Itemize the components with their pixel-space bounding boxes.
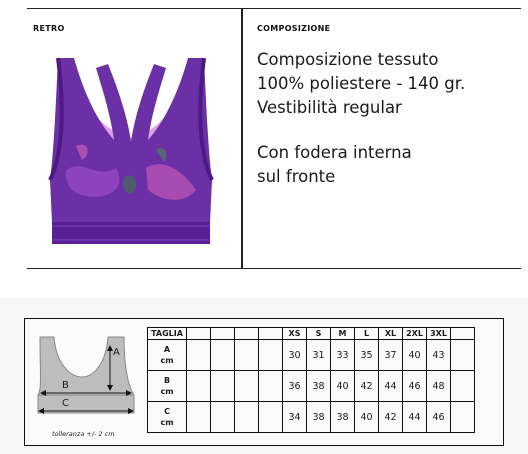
- size-header: M: [331, 328, 355, 340]
- size-cell: [187, 402, 211, 433]
- composition-line-2: 100% poliestere - 140 gr.: [257, 74, 466, 93]
- size-header: XS: [283, 328, 307, 340]
- row-letter: A: [163, 345, 171, 354]
- size-cell: 38: [331, 402, 355, 433]
- size-header-corner: TAGLIA: [148, 328, 187, 340]
- mid-rule: [27, 268, 521, 269]
- measure-label-b: B: [62, 380, 69, 391]
- measure-label-a: A: [113, 347, 120, 358]
- size-header: [235, 328, 259, 340]
- size-cell: 40: [331, 371, 355, 402]
- composition-line-4: Con fodera interna: [257, 143, 412, 162]
- size-header: 3XL: [427, 328, 451, 340]
- size-header: XL: [379, 328, 403, 340]
- size-row-b: [148, 371, 475, 402]
- size-cell: [211, 371, 235, 402]
- size-cell: [259, 402, 283, 433]
- tolerance-note: tolleranza +/- 2 cm: [52, 430, 115, 438]
- size-header: L: [355, 328, 379, 340]
- row-letter: C: [164, 407, 170, 416]
- size-cell: [451, 371, 475, 402]
- size-cell: 46: [427, 402, 451, 433]
- composition-heading: COMPOSIZIONE: [257, 24, 331, 33]
- composition-line-1: Composizione tessuto: [257, 50, 439, 69]
- size-cell: [451, 402, 475, 433]
- size-header: [187, 328, 211, 340]
- size-row-a: [148, 340, 475, 371]
- measure-label-c: C: [62, 398, 69, 409]
- size-cell: 37: [379, 340, 403, 371]
- size-cell: 33: [331, 340, 355, 371]
- size-header: [211, 328, 235, 340]
- column-divider: [241, 8, 243, 269]
- size-cell: 42: [379, 402, 403, 433]
- size-cell: 31: [307, 340, 331, 371]
- size-cell: [187, 371, 211, 402]
- sports-bra-back-image: [36, 50, 226, 260]
- size-header: [451, 328, 475, 340]
- size-header: S: [307, 328, 331, 340]
- size-cell: [211, 340, 235, 371]
- measurement-diagram: [32, 333, 142, 423]
- size-cell: [235, 402, 259, 433]
- size-cell: [259, 340, 283, 371]
- back-view-heading: RETRO: [33, 24, 65, 33]
- row-unit: cm: [160, 387, 174, 396]
- size-header: 2XL: [403, 328, 427, 340]
- composition-line-3: Vestibilità regular: [257, 98, 402, 117]
- size-cell: [451, 340, 475, 371]
- size-cell: 44: [379, 371, 403, 402]
- size-cell: 35: [355, 340, 379, 371]
- size-cell: 42: [355, 371, 379, 402]
- size-cell: 34: [283, 402, 307, 433]
- size-cell: 38: [307, 371, 331, 402]
- row-label: [148, 371, 187, 402]
- size-cell: 40: [403, 340, 427, 371]
- size-cell: [259, 371, 283, 402]
- size-cell: [235, 340, 259, 371]
- size-cell: 38: [307, 402, 331, 433]
- size-cell: [235, 371, 259, 402]
- composition-line-5: sul fronte: [257, 167, 336, 186]
- row-label: [148, 340, 187, 371]
- row-label: [148, 402, 187, 433]
- size-cell: 36: [283, 371, 307, 402]
- size-row-c: [148, 402, 475, 433]
- top-rule: [27, 8, 521, 9]
- size-header-row: [148, 328, 475, 340]
- row-unit: cm: [160, 356, 174, 365]
- row-letter: B: [163, 376, 171, 385]
- size-cell: 44: [403, 402, 427, 433]
- size-header: [259, 328, 283, 340]
- row-unit: cm: [160, 418, 174, 427]
- size-cell: 30: [283, 340, 307, 371]
- size-cell: 48: [427, 371, 451, 402]
- size-cell: [187, 340, 211, 371]
- size-cell: 43: [427, 340, 451, 371]
- size-table: [147, 327, 475, 433]
- size-cell: 40: [355, 402, 379, 433]
- size-cell: [211, 402, 235, 433]
- size-cell: 46: [403, 371, 427, 402]
